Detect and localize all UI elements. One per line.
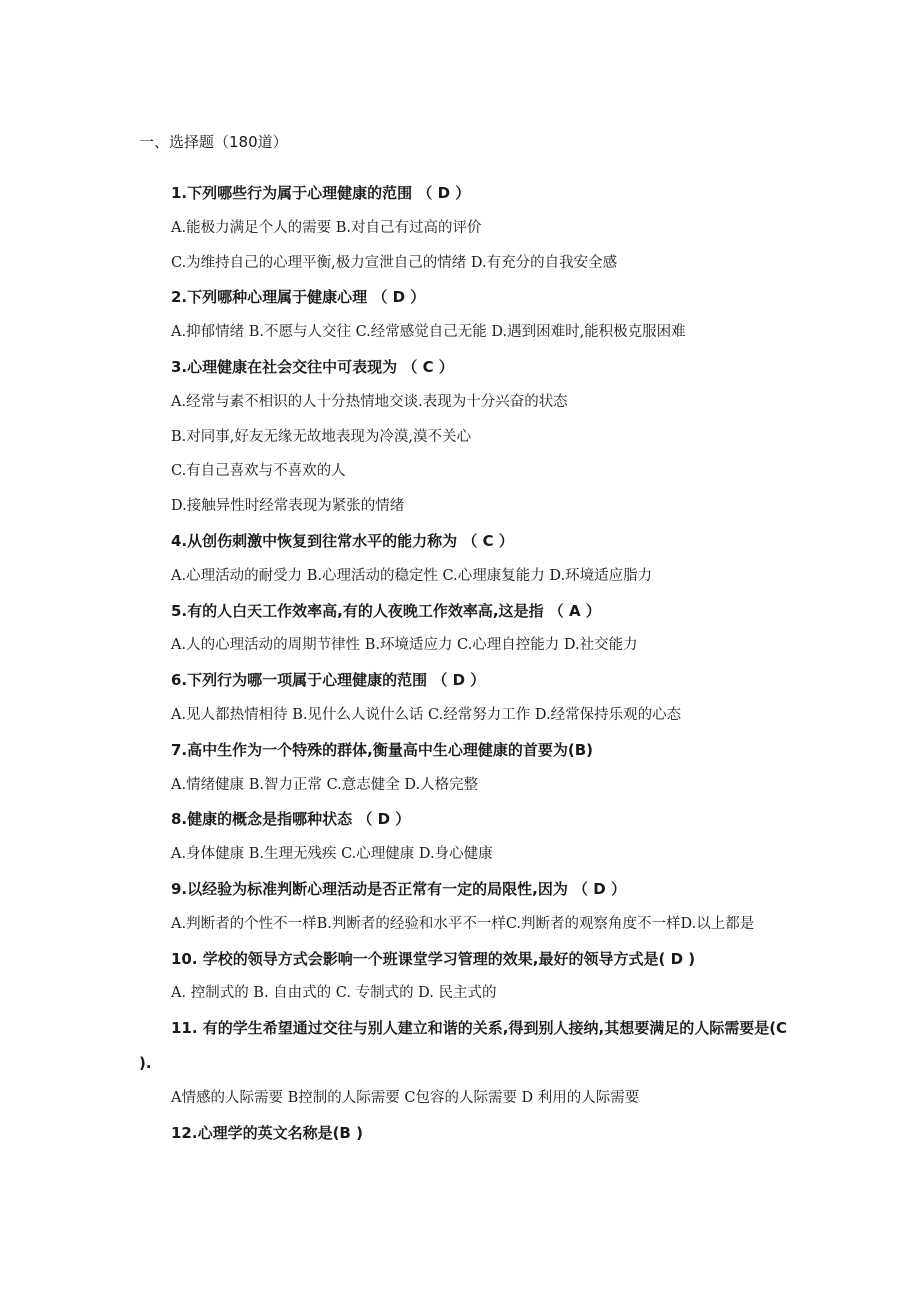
question-item <box>139 802 789 872</box>
question-title: 5.有的人白天工作效率高,有的人夜晚工作效率高,这是指 （ A ） <box>171 601 601 620</box>
question-item <box>139 524 789 594</box>
question-options: A.情绪健康 B.智力正常 C.意志健全 D.人格完整 <box>171 776 479 793</box>
question-options: A情感的人际需要 B控制的人际需要 C包容的人际需要 D 利用的人际需要 <box>171 1089 640 1106</box>
question-item <box>139 663 789 733</box>
question-title: 3.心理健康在社会交往中可表现为 （ C ） <box>171 357 454 376</box>
question-item <box>139 594 789 664</box>
question-item <box>139 942 789 1012</box>
question-options: A.经常与素不相识的人十分热情地交谈.表现为十分兴奋的状态 <box>171 393 568 410</box>
question-title: 11. 有的学生希望通过交往与别人建立和谐的关系,得到别人接纳,其想要满足的人际需要是(C ). <box>139 1019 788 1072</box>
question-item <box>139 1116 789 1151</box>
question-title: 8.健康的概念是指哪种状态 （ D ） <box>171 810 411 829</box>
question-options: B.对同事,好友无缘无故地表现为冷漠,漠不关心 <box>171 428 471 445</box>
question-item <box>139 176 789 280</box>
question-title: 12.心理学的英文名称是(B ) <box>171 1123 363 1142</box>
question-title: 6.下列行为哪一项属于心理健康的范围 （ D ） <box>171 671 486 690</box>
question-options: A.人的心理活动的周期节律性 B.环境适应力 C.心理自控能力 D.社交能力 <box>171 637 638 654</box>
question-options: A.身体健康 B.生理无残疾 C.心理健康 D.身心健康 <box>171 846 493 863</box>
question-title: 7.高中生作为一个特殊的群体,衡量高中生心理健康的首要为(B) <box>171 740 593 759</box>
question-options: A.见人都热情相待 B.见什么人说什么话 C.经常努力工作 D.经常保持乐观的心态 <box>171 706 682 723</box>
question-options: A.心理活动的耐受力 B.心理活动的稳定性 C.心理康复能力 D.环境适应脂力 <box>171 567 653 584</box>
question-options: A. 控制式的 B. 自由式的 C. 专制式的 D. 民主式的 <box>171 985 497 1002</box>
section-title: 一、选择题（180道） <box>139 133 288 151</box>
question-item <box>139 733 789 803</box>
question-options: A.判断者的个性不一样B.判断者的经验和水平不一样C.判断者的观察角度不一样D.以上都是 <box>171 915 755 932</box>
question-options: D.接触异性时经常表现为紧张的情绪 <box>171 498 405 515</box>
question-item <box>139 280 789 350</box>
question-options: A.抑郁情绪 B.不愿与人交往 C.经常感觉自己无能 D.遇到困难时,能积极克服困难 <box>171 324 686 341</box>
question-options: C.有自己喜欢与不喜欢的人 <box>171 463 346 480</box>
question-list <box>139 176 789 1150</box>
question-title: 1.下列哪些行为属于心理健康的范围 （ D ） <box>171 184 471 202</box>
question-title: 10. 学校的领导方式会影响一个班课堂学习管理的效果,最好的领导方式是( D ) <box>171 949 696 968</box>
question-options: C.为维持自己的心理平衡,极力宣泄自己的情绪 D.有充分的自我安全感 <box>171 254 618 271</box>
question-item <box>139 1011 789 1115</box>
question-options: A.能极力满足个人的需要 B.对自己有过高的评价 <box>171 219 482 236</box>
question-item <box>139 872 789 942</box>
question-title: 4.从创伤刺激中恢复到往常水平的能力称为 （ C ） <box>171 531 514 550</box>
question-title: 2.下列哪种心理属于健康心理 （ D ） <box>171 288 426 307</box>
question-item <box>139 350 789 524</box>
question-title: 9.以经验为标准判断心理活动是否正常有一定的局限性,因为 （ D ） <box>171 879 626 898</box>
